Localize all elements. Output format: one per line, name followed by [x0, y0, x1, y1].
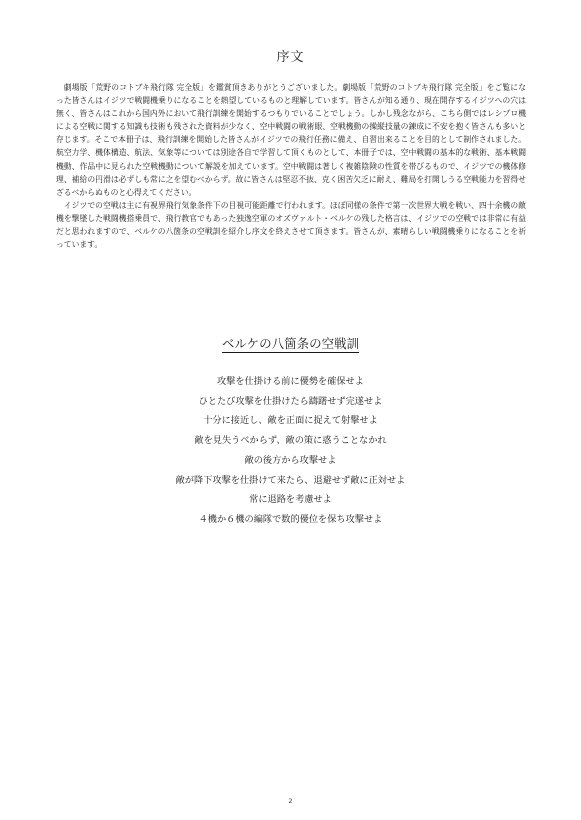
- rule-item: 敵が降下攻撃を仕掛けて来たら、退避せず敵に正対せよ: [175, 474, 406, 486]
- preface-title: 序文: [276, 50, 305, 65]
- rule-item: 常に退路を考慮せよ: [249, 494, 332, 506]
- rule-item: 十分に接近し、敵を正面に捉えて射撃せよ: [203, 415, 378, 427]
- rule-item: ４機か６機の編隊で数的優位を保ち攻撃せよ: [198, 513, 383, 525]
- rule-item: 攻撃を仕掛ける前に優勢を確保せよ: [217, 376, 364, 387]
- preface-body: [56, 81, 526, 251]
- boelcke-dicta-title-text: ベルケの八箇条の空戦訓: [221, 336, 360, 351]
- preface-paragraph: イジツでの空戦は主に有視界飛行気象条件下の目視可能距離で行われます。ほぼ同様の条件で第一次世界大戦を戦い、四十余機の敵機を撃墜した戦闘機搭乗員で、飛行教官でもあった独逸空軍のオズヴァルト・ベルケの残した格言は、イジツでの空戦では非常に有益だと思われますので、ベルケの八箇条の空戦訓を紹介し序文を終えさせて頂きます。皆さんが、素晴らしい戦闘機乗りになることを祈っています。: [56, 200, 526, 250]
- boelcke-dicta-title: [0, 334, 581, 352]
- preface-paragraph: 劇場版「荒野のコトブキ飛行隊 完全版」を鑑賞頂きありがとうございました。劇場版「荒野のコトブキ飛行隊 完全版」をご覧になった皆さんはイジツで戦闘機乗りになることを熱望しているものと理解しています。皆さんが知る通り、現在開存するイジツへの穴は無く、皆さんはこれから国内外において飛行訓練を開始するつもりでいることでしょう。しかし残念ながら、こちら側ではレシプロ機による空戦に関する知識も技術も残された資料が少なく、空中戦闘の戦術眼、空戦機動の操縦技量の錬成に不安を抱く皆さんも多いと存じます。そこで本冊子は、飛行訓練を開始した皆さんがイジツでの飛行任務に備え、自習出来ることを目的として制作されました。航空力学、機体構造、航法、気象等については別途各自で学習して頂くものとして、本冊子では、空中戦闘の基本的な戦術、基本戦闘機動、作品中に見られた空戦機動について解説を加えています。空中戦闘は著しく複雑陰険の性質を帯びるもので、イジツでの機体修理、補給の円滑は必ずしも常に之を望むべからず。故に皆さんは堅忍不抜、克く困苦欠乏に耐え、難局を打開しうる空戦能力を習得せざるべからぬものと心得えてください。: [56, 83, 526, 197]
- page-number: 2: [288, 797, 293, 805]
- rule-item: ひとたび攻撃を仕掛けたら躊躇せず完遂せよ: [198, 395, 383, 407]
- rule-item: 敵の後方から攻撃せよ: [244, 454, 337, 466]
- boelcke-rules-list: [0, 372, 581, 530]
- rule-item: 敵を見失うべからず、敵の策に惑うことなかれ: [194, 435, 387, 447]
